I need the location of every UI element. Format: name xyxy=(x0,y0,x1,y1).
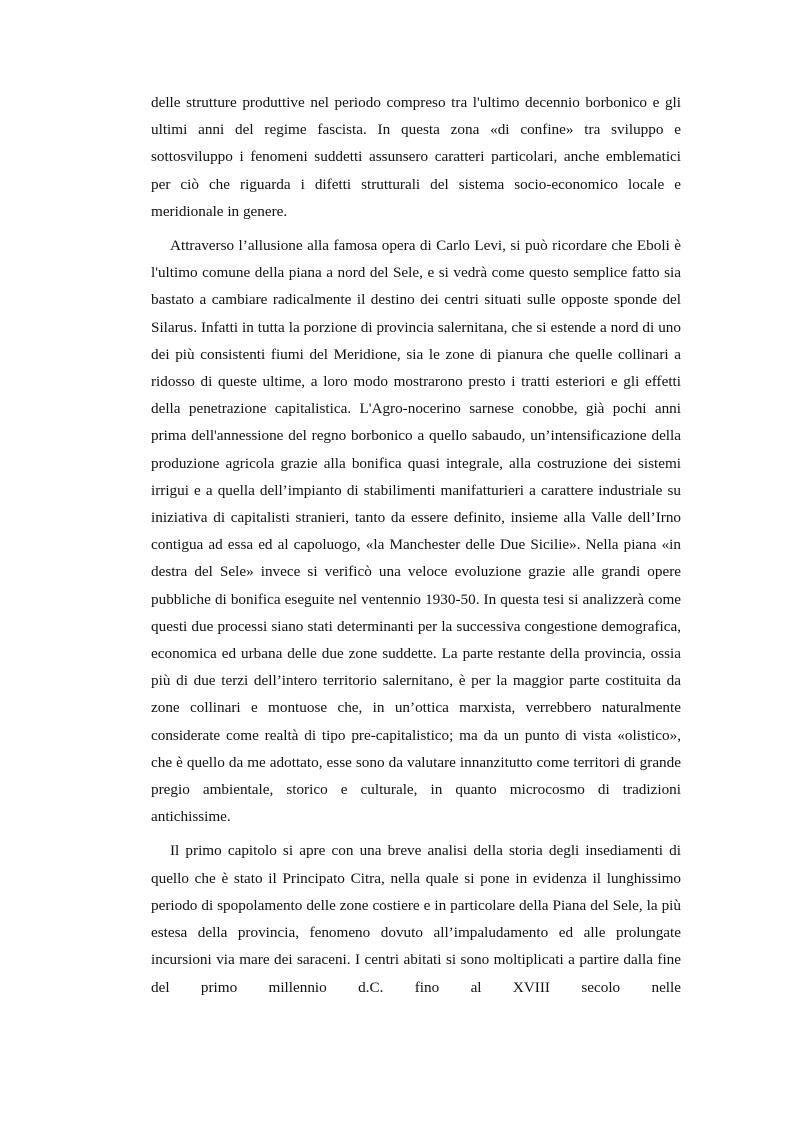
paragraph-continuation: delle strutture produttive nel periodo compreso tra l'ultimo decennio borbonico e gli ultimi anni del regime fascista. In questa zona «di confine» tra sviluppo e sottosviluppo i fenomeni suddetti assunsero caratteri particolari, anche emblematici per ciò che riguarda i difetti strutturali del sistema socio-economico locale e meridionale in genere. xyxy=(151,94,681,220)
document-page xyxy=(151,89,681,1008)
paragraph-eboli: Attraverso l’allusione alla famosa opera di Carlo Levi, si può ricordare che Eboli è l'ultimo comune della piana a nord del Sele, e si vedrà come questo semplice fatto sia bastato a cambiare radicalmente il destino dei centri situati sulle opposte sponde del Silarus. Infatti in tutta la porzione di provincia salernitana, che si estende a nord di uno dei più consistenti fiumi del Meridione, sia le zone di pianura che quelle collinari a ridosso di queste ultime, a loro modo mostrarono presto i tratti esteriori e gli effetti della penetrazione capitalistica. L'Agro-nocerino sarnese conobbe, già pochi anni prima dell'annessione del regno borbonico a quello sabaudo, un’intensificazione della produzione agricola grazie alla bonifica quasi integrale, alla costruzione dei sistemi irrigui e a quella dell’impianto di stabilimenti manifatturieri a carattere industriale su iniziativa di capitalisti stranieri, tanto da essere definito, insieme alla Valle dell’Irno contigua ad essa ed al capoluogo, «la Manchester delle Due Sicilie». Nella piana «in destra del Sele» invece si verificò una veloce evoluzione grazie alle grandi opere pubbliche di bonifica eseguite nel ventennio 1930-50. In questa tesi si analizzerà come questi due processi siano stati determinanti per la successiva congestione demografica, economica ed urbana delle due zone suddette. La parte restante della provincia, ossia più di due terzi dell’intero territorio salernitano, è per la maggior parte costituita da zone collinari e montuose che, in un’ottica marxista, verrebbero naturalmente considerate come realtà di tipo pre-capitalistico; ma da un punto di vista «olistico», che è quello da me adottato, esse sono da valutare innanzitutto come territori di grande pregio ambientale, storico e culturale, in quanto microcosmo di tradizioni antichissime. xyxy=(151,237,681,826)
paragraph-first-chapter: Il primo capitolo si apre con una breve analisi della storia degli insediamenti di quello che è stato il Principato Citra, nella quale si pone in evidenza il lunghissimo periodo di spopolamento delle zone costiere e in particolare della Piana del Sele, la più estesa della provincia, fenomeno dovuto all’impaludamento ed alle prolungate incursioni via mare dei saraceni. I centri abitati si sono moltiplicati a partire dalla fine del primo millennio d.C. fino al XVIII secolo nelle xyxy=(151,842,681,996)
